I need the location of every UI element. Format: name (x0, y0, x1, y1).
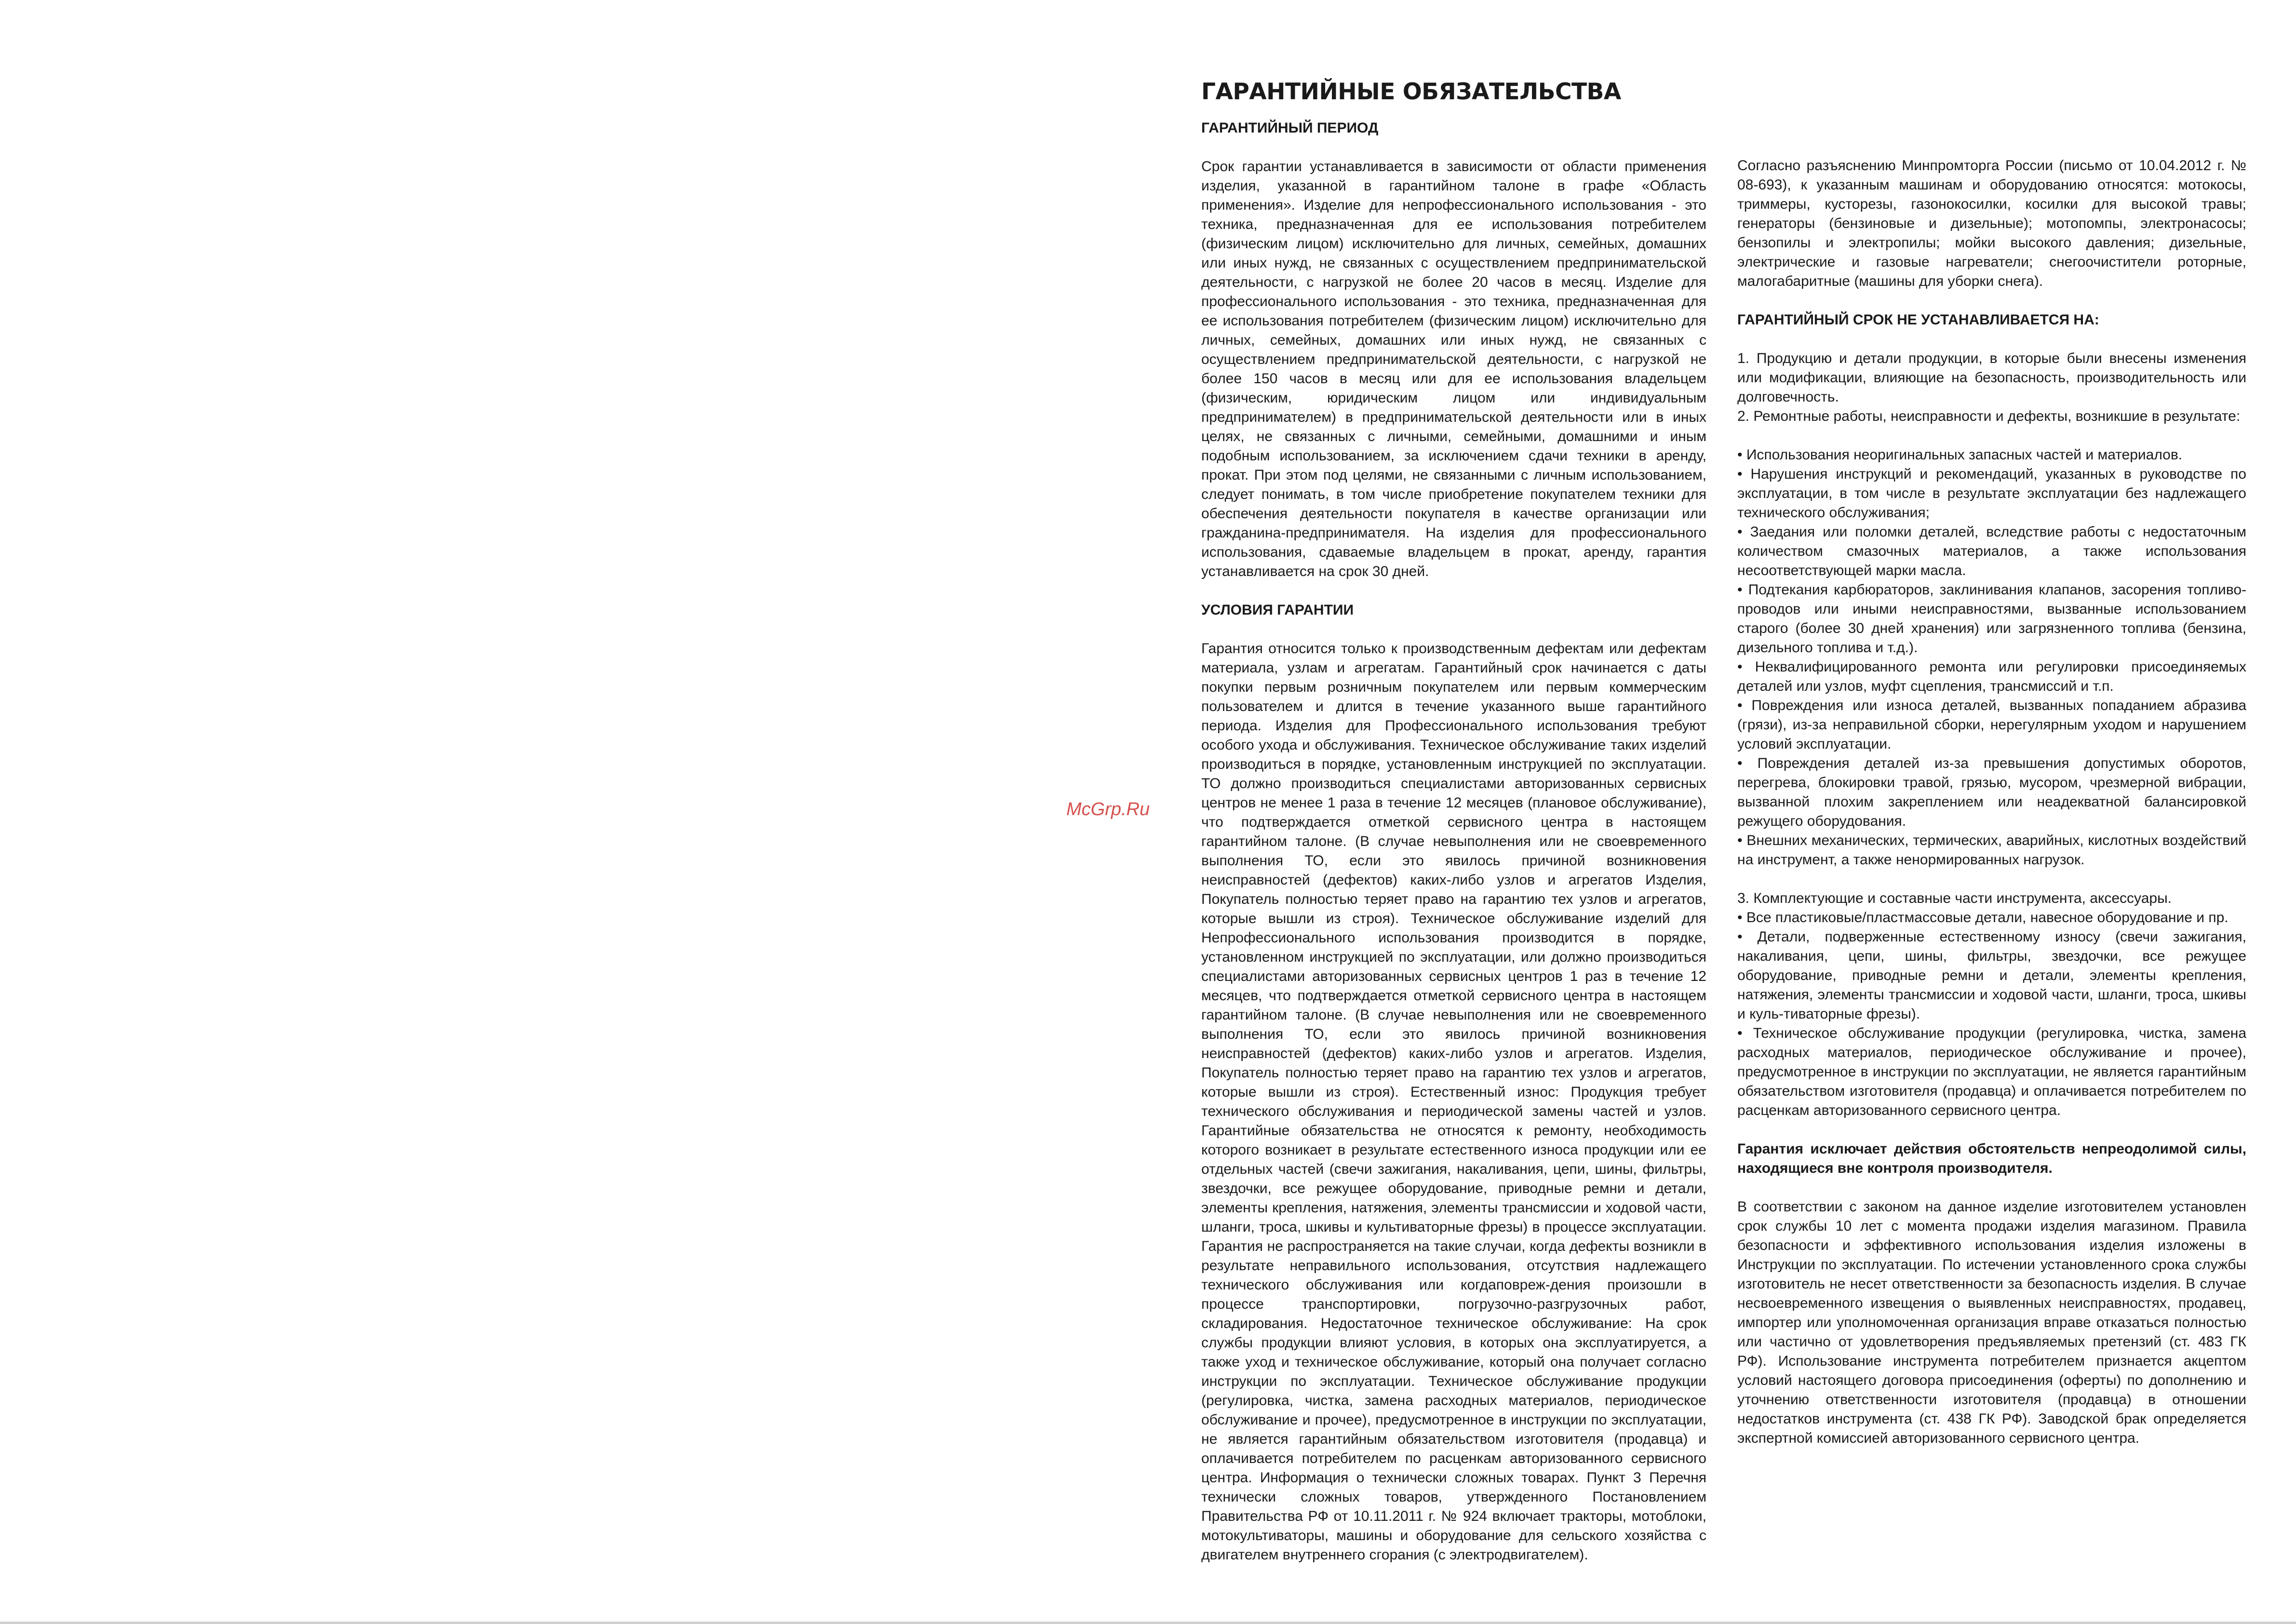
page-title: ГАРАНТИЙНЫЕ ОБЯЗАТЕЛЬСТВА (1201, 79, 1621, 105)
period-text: Срок гарантии устанавливается в зависимости от области применения изделия, указанной в гарантийном талоне в графе «Область применения». Изделие для непрофессионального использования - это техника, предназначенная для ее использования потребителем (физическим лицом) исключительно для личных, семейных, домашних или иных нужд, не связанных с осуществлением предпринимательской деятельности, с нагрузкой не более 20 часов в месяц. Изделие для профессионального использования - это техника, предназначенная для ее использования потребителем (физическим лицом) исключительно для личных, семейных, домашних или иных нужд, не связанных с осуществлением предпринимательской деятельности, с нагрузкой не более 150 часов в месяц или для ее использования владельцем (физическим, юридическим лицом или индивидуальным предпринимателем) в предпринимательской деятельности или в иных целях, не связанных с личными, семейными, домашними и иным подобным использованием, за исключением сдачи техники в аренду, прокат. При этом под целями, не связанными с личным использованием, следует понимать, в том числе приобретение покупателем техники для обеспечения деятельности покупателя в качестве организации или гражданина-предпринимателя. На изделия для профессионального использования, сдаваемые владельцем в прокат, аренду, гарантия устанавливается на срок 30 дней. (1201, 159, 1706, 579)
list-item: • Внешних механических, термических, аварийных, кислотных воздействий на инструмент, а также ненормированных нагрузок. (1737, 832, 2246, 868)
left-column (1201, 77, 1706, 1565)
list-item: • Подтекания карбюраторов, заклинивания клапанов, засорения топливо-проводов или иными неисправностями, вызванные использованием старого (более 30 дней хранения) или загрязненного топлива (бензина, дизельного топлива и т.д.). (1737, 582, 2246, 656)
ministry-text: Согласно разъяснению Минпромторга России (письмо от 10.04.2012 г. № 08-693), к указанным машинам и оборудованию относятся: мотокосы, триммеры, кусторезы, газонокосилки, косилки для высокой травы; генераторы (бензиновые и дизельные); мотопомпы, электронасосы; бензопилы и электропилы; мойки высокого давления; дизельные, электрические и газовые нагреватели; снегоочистители роторные, малогабаритные (машины для уборки снега). (1737, 158, 2246, 289)
right-column (1737, 156, 2246, 1448)
watermark: McGrp.Ru (1066, 799, 1150, 819)
not-set-heading: ГАРАНТИЙНЫЙ СРОК НЕ УСТАНАВЛИВАЕТСЯ НА: (1737, 312, 2099, 328)
list-item: • Неквалифицированного ремонта или регулировки присоединяемых деталей или узлов, муфт сцепления, трансмиссий и т.п. (1737, 659, 2246, 694)
conditions-text: Гарантия относится только к производственным дефектам или дефектам материала, узлам и агрегатам. Гарантийный срок начинается с даты покупки первым розничным покупателем или первым коммерческим пользователем и длится в течение указанного выше гарантийного периода. Изделия для Профессионального использования требуют особого ухода и обслуживания. Техническое обслуживание таких изделий производиться в порядке, установленным инструкцией по эксплуатации. ТО должно производиться специалистами авторизованных сервисных центров не менее 1 раза в течение 12 месяцев (плановое обслуживание), что подтверждается отметкой сервисного центра в настоящем гарантийном талоне. (В случае невыполнения или не своевременного выполнения ТО, если это явилось причиной возникновения неисправностей (дефектов) каких-либо узлов и агрегатов Изделия, Покупатель полностью теряет право на гарантию тех узлов и агрегатов, которые вышли из строя). Техническое обслуживание изделий для Непрофессионального использования производится в порядке, установленном инструкцией по эксплуатации, или должно производиться специалистами авторизованных сервисных центров 1 раз в течение 12 месяцев, что подтверждается отметкой сервисного центра в настоящем гарантийном талоне. (В случае невыполнения или не своевременного выполнения ТО, если это явилось причиной возникновения неисправностей (дефектов) каких-либо узлов и агрегатов. Изделия, Покупатель полностью теряет право на гарантию тех узлов и агрегатов, которые вышли из строя). Естественный износ: Продукция требует технического обслуживания и периодической замены частей и узлов. Гарантийные обязательства не относятся к ремонту, необходимость которого возникает в результате естественного износа продукции или ее отдельных частей (свечи зажигания, накаливания, цепи, шины, фильтры, звездочки, все режущее оборудование, приводные ремни и детали, элементы крепления, натяжения, элементы трансмиссии и ходовой части, шланги, троса, шкивы и культиваторные фрезы) в процессе эксплуатации. Гарантия не распространяется на такие случаи, когда дефекты возникли в результате неправильного использования, отсутствия надлежащего технического обслуживания или когдаповреж-дения произошли в процессе транспортировки, погрузочно-разгрузочных работ, складирования. Недостаточное техническое обслуживание: На срок службы продукции влияют условия, в которых она эксплуатируется, а также уход и техническое обслуживание, который она получает согласно инструкции по эксплуатации. Техническое обслуживание продукции (регулировка, чистка, замена расходных материалов, периодическое обслуживание и прочее), предусмотренное в инструкции по эксплуатации, не является гарантийным обязательством изготовителя (продавца) и оплачивается потребителем по расценкам авторизованного сервисного центра. Информация о технически сложных товарах. Пункт 3 Перечня технически сложных товаров, утвержденного Постановлением Правительства РФ от 10.11.2011 г. № 924 включает тракторы, мотоблоки, мотокультиваторы, машины и оборудование для сельского хозяйства с двигателем внутреннего сгорания (с электродвигателем). (1201, 641, 1706, 1563)
service-life-text: В соответствии с законом на данное изделие изготовителем установлен срок службы 10 лет с момента продажи изделия магазином. Правила безопасности и эффективного использования изделия изложены в Инструкции по эксплуатации. По истечении установленного срока службы изготовитель не несет ответственности за безопасность изделия. В случае несвоевременного извещения о выявленных неисправностях, продавец, импортер или уполномоченная организация вправе отказаться полностью или частично от удовлетворения предъявляемых претензий (ст. 483 ГК РФ). Использование инструмента потребителем признается акцептом условий настоящего договора присоединения (оферты) по дополнению и уточнению ответственности изготовителя (продавца) в отношении недостатков инструмента (ст. 438 ГК РФ). Заводской брак определяется экспертной комиссией авторизованного сервисного центра. (1737, 1199, 2246, 1446)
list-item: • Использования неоригинальных запасных частей и материалов. (1737, 447, 2183, 463)
list-item: • Заедания или поломки деталей, вследствие работы с недостаточным количеством смазочных материалов, а также использования несоответствующей марки масла. (1737, 524, 2246, 578)
list-item: • Все пластиковые/пластмассовые детали, навесное оборудование и пр. (1737, 910, 2229, 926)
force-majeure-note: Гарантия исключает действия обстоятельств непреодолимой силы, находящиеся вне контроля производителя. (1737, 1141, 2246, 1176)
exclusion-item-3: 3. Комплектующие и составные части инструмента, аксессуары. (1737, 890, 2172, 906)
exclusion-item-1: 1. Продукцию и детали продукции, в которые были внесены изменения или модификации, влияющие на безопасность, производительность или долговечность. (1737, 350, 2246, 405)
exclusion-item-2: 2. Ремонтные работы, неисправности и дефекты, возникшие в результате: (1737, 408, 2241, 424)
list-item: • Повреждения деталей из-за превышения допустимых оборотов, перегрева, блокировки травой, грязью, мусором, чрезмерной вибрации, вызванной плохим закреплением или неадекватной балансировкой режущего оборудования. (1737, 755, 2246, 829)
period-heading: ГАРАНТИЙНЫЙ ПЕРИОД (1201, 120, 1379, 136)
list-item: • Детали, подверженные естественному износу (свечи зажигания, накаливания, цепи, шины, фильтры, звездочки, все режущее оборудование, приводные ремни и детали, элементы крепления, натяжения, элементы трансмиссии и ходовой части, шланги, троса, шкивы и куль-тиваторные фрезы). (1737, 929, 2246, 1022)
conditions-heading: УСЛОВИЯ ГАРАНТИИ (1201, 602, 1354, 618)
list-item: • Техническое обслуживание продукции (регулировка, чистка, замена расходных материалов, периодическое обслуживание и прочее), предусмотренное в инструкции по эксплуатации, не является гарантийным обязательством изготовителя (продавца) и оплачивается потребителем по расценкам авторизованного сервисного центра. (1737, 1025, 2246, 1118)
list-item: • Повреждения или износа деталей, вызванных попаданием абразива (грязи), из-за неправильной сборки, нерегулярным уходом и нарушением условий эксплуатации. (1737, 698, 2246, 752)
list-item: • Нарушения инструкций и рекомендаций, указанных в руководстве по эксплуатации, в том числе в результате эксплуатации без надлежащего технического обслуживания; (1737, 466, 2246, 521)
page-bottom-border (0, 1622, 2296, 1624)
